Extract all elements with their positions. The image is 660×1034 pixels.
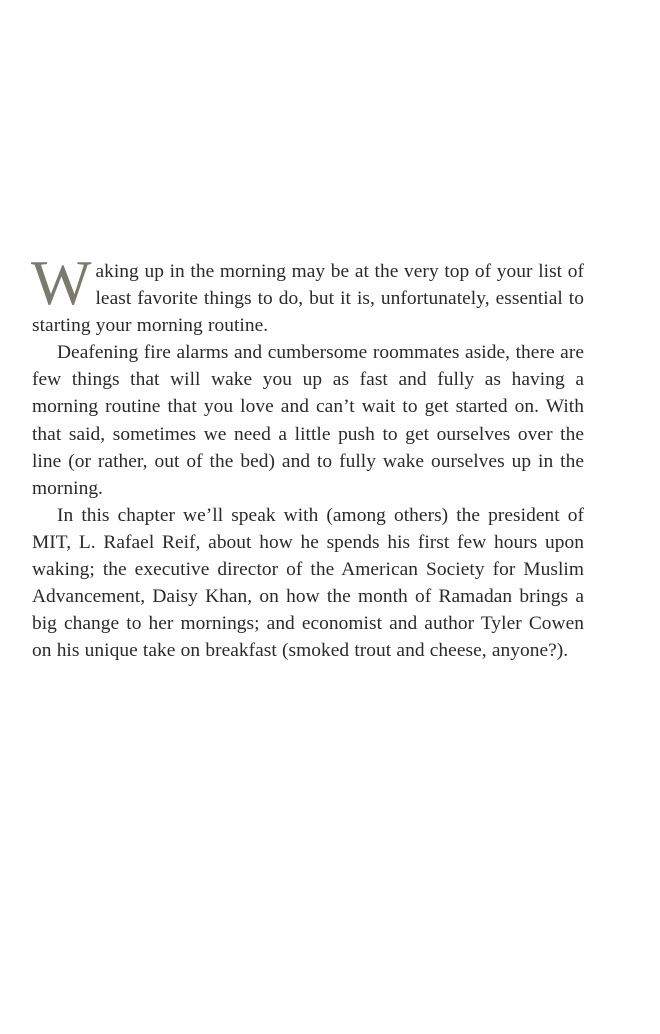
- chapter-intro-text: [31, 247, 584, 664]
- paragraph-3: In this chapter we’ll speak with (among others) the president of MIT, L. Rafael Reif, about how he spends his first few hours upon waking; the executive director of the American Society for Muslim Advancement, Daisy Khan, on how the month of Ramadan brings a big change to her mornings; and economist and author Tyler Cowen on his unique take on breakfast (smoked trout and cheese, anyone?).: [32, 504, 584, 662]
- paragraph-1: [31, 247, 584, 339]
- drop-cap-letter: W: [31, 247, 92, 318]
- paragraph-1-text: aking up in the morning may be at the very top of your list of least favorite things to do, but it is, unfortunately, essential to starting your morning routine.: [32, 261, 584, 337]
- paragraph-2: Deafening fire alarms and cumbersome roommates aside, there are few things that will wake you up as fast and fully as having a morning routine that you love and can’t wait to get started on. With that said, sometimes we need a little push to get ourselves over the line (or rather, out of the bed) and to fully wake ourselves up in the morning.: [32, 342, 584, 499]
